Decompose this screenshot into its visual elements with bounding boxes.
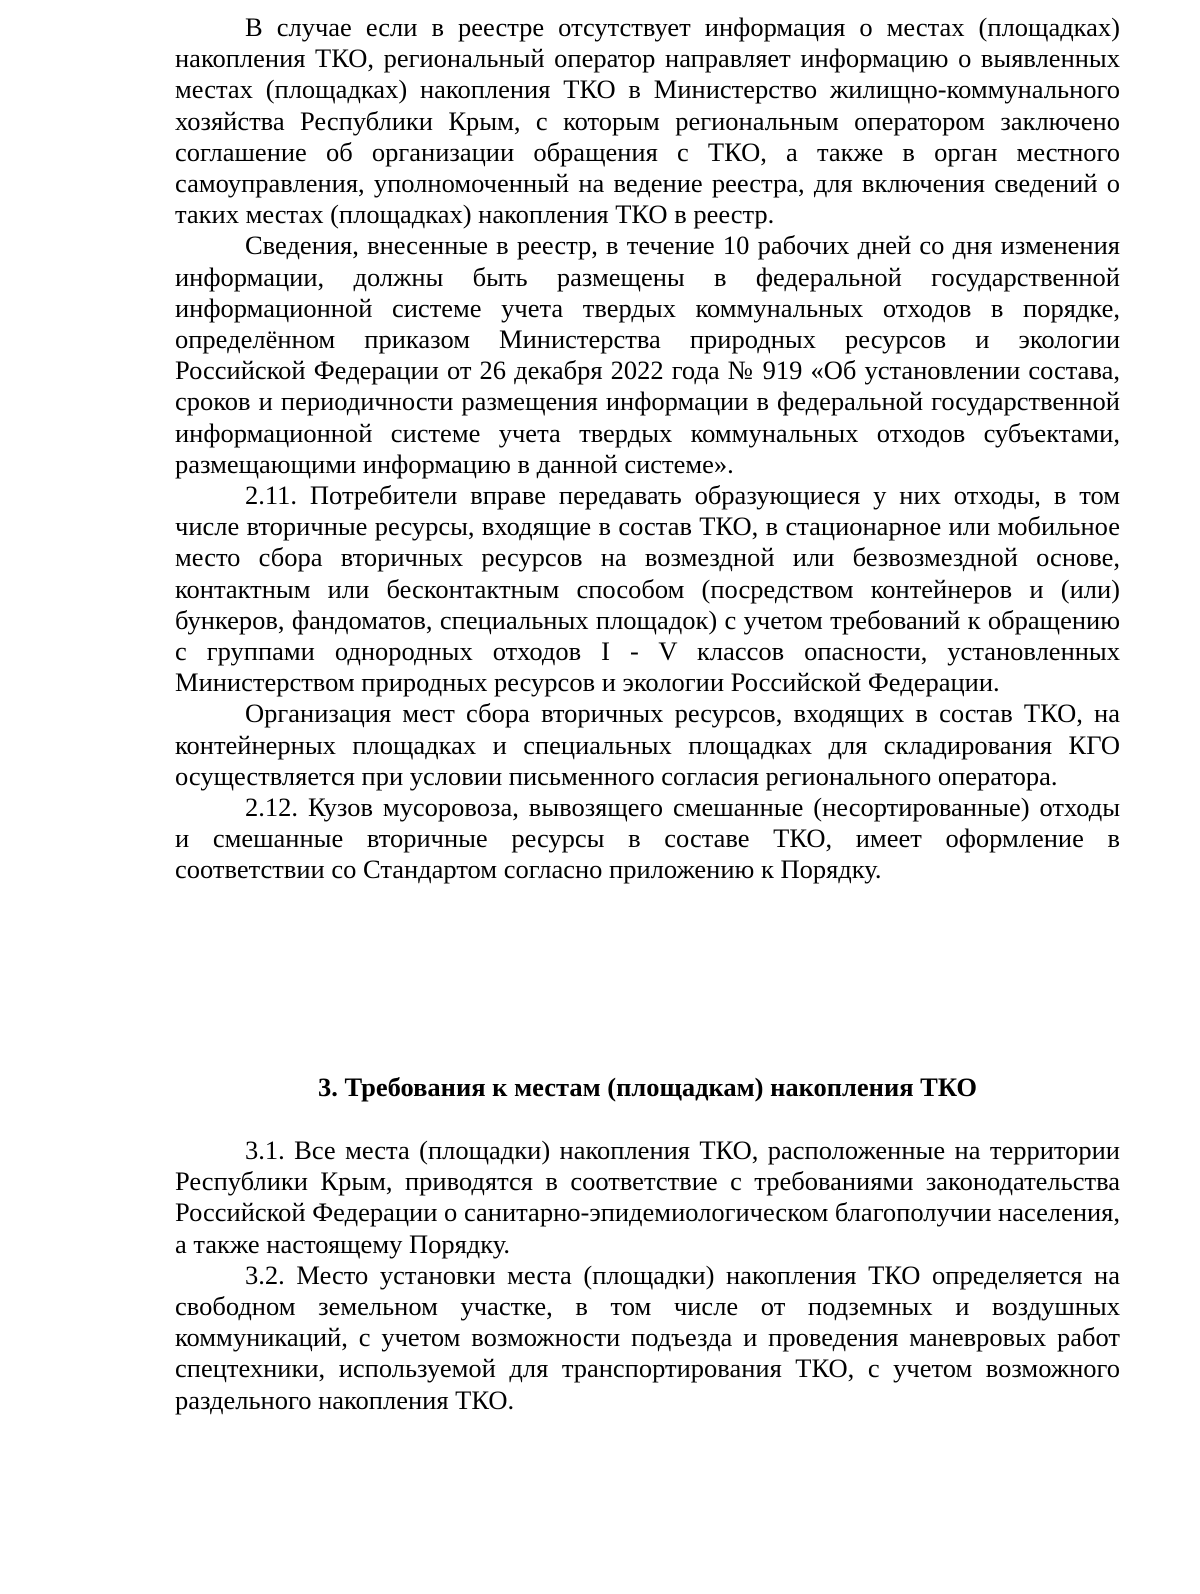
text-block-section-2 xyxy=(175,12,1120,886)
paragraph-3-2: 3.2. Место установки места (площадки) накопления ТКО определяется на свободном земельном участке, в том числе от подземных и воздушных коммуникаций, с учетом возможности подъезда и проведения маневровых работ спецтехники, используемой для транспортирования ТКО, с учетом возможного раздельного накопления ТКО. xyxy=(175,1259,1120,1415)
paragraph-2-12: 2.12. Кузов мусоровоза, вывозящего смешанные (несортированные) отходы и смешанные вторичные ресурсы в составе ТКО, имеет оформление в соответствии со Стандартом согласно приложению к Порядку. xyxy=(175,792,1120,885)
paragraph-3-1: 3.1. Все места (площадки) накопления ТКО, расположенные на территории Республики Крым, приводятся в соответствие с требованиями законодательства Российской Федерации о санитарно-эпидемиологическом благополучии населения, а также настоящему Порядку. xyxy=(175,1135,1120,1259)
paragraph-secondary-resources-collection: Организация мест сбора вторичных ресурсов, входящих в состав ТКО, на контейнерных площадках и специальных площадках для складирования КГО осуществляется при условии письменного согласия регионального оператора. xyxy=(175,698,1120,791)
paragraph-registry-missing-info: В случае если в реестре отсутствует информация о местах (площадках) накопления ТКО, региональный оператор направляет информацию о выявленных местах (площадках) накопления ТКО в Министерство жилищно-коммунального хозяйства Республики Крым, с которым региональным оператором заключено соглашение об организации обращения с ТКО, а также в орган местного самоуправления, уполномоченный на ведение реестра, для включения сведений о таких местах (площадках) накопления ТКО в реестр. xyxy=(175,12,1120,230)
text-block-section-3 xyxy=(175,1135,1120,1416)
paragraph-2-11: 2.11. Потребители вправе передавать образующиеся у них отходы, в том числе вторичные ресурсы, входящие в состав ТКО, в стационарное или мобильное место сбора вторичных ресурсов на возмездной или безвозмездной основе, контактным или бесконтактным способом (посредством контейнеров и (или) бункеров, фандоматов, специальных площадок) с учетом требований к обращению с группами однородных отходов I - V классов опасности, установленных Министерством природных ресурсов и экологии Российской Федерации. xyxy=(175,480,1120,698)
paragraph-registry-info-publication: Сведения, внесенные в реестр, в течение 10 рабочих дней со дня изменения информации, должны быть размещены в федеральной государственной информационной системе учета твердых коммунальных отходов в порядке, определённом приказом Министерства природных ресурсов и экологии Российской Федерации от 26 декабря 2022 года № 919 «Об установлении состава, сроков и периодичности размещения информации в федеральной государственной информационной системе учета твердых коммунальных отходов субъектами, размещающими информацию в данной системе». xyxy=(175,230,1120,479)
section-heading-block xyxy=(175,1072,1120,1103)
section-heading: 3. Требования к местам (площадкам) накопления ТКО xyxy=(317,1072,978,1102)
